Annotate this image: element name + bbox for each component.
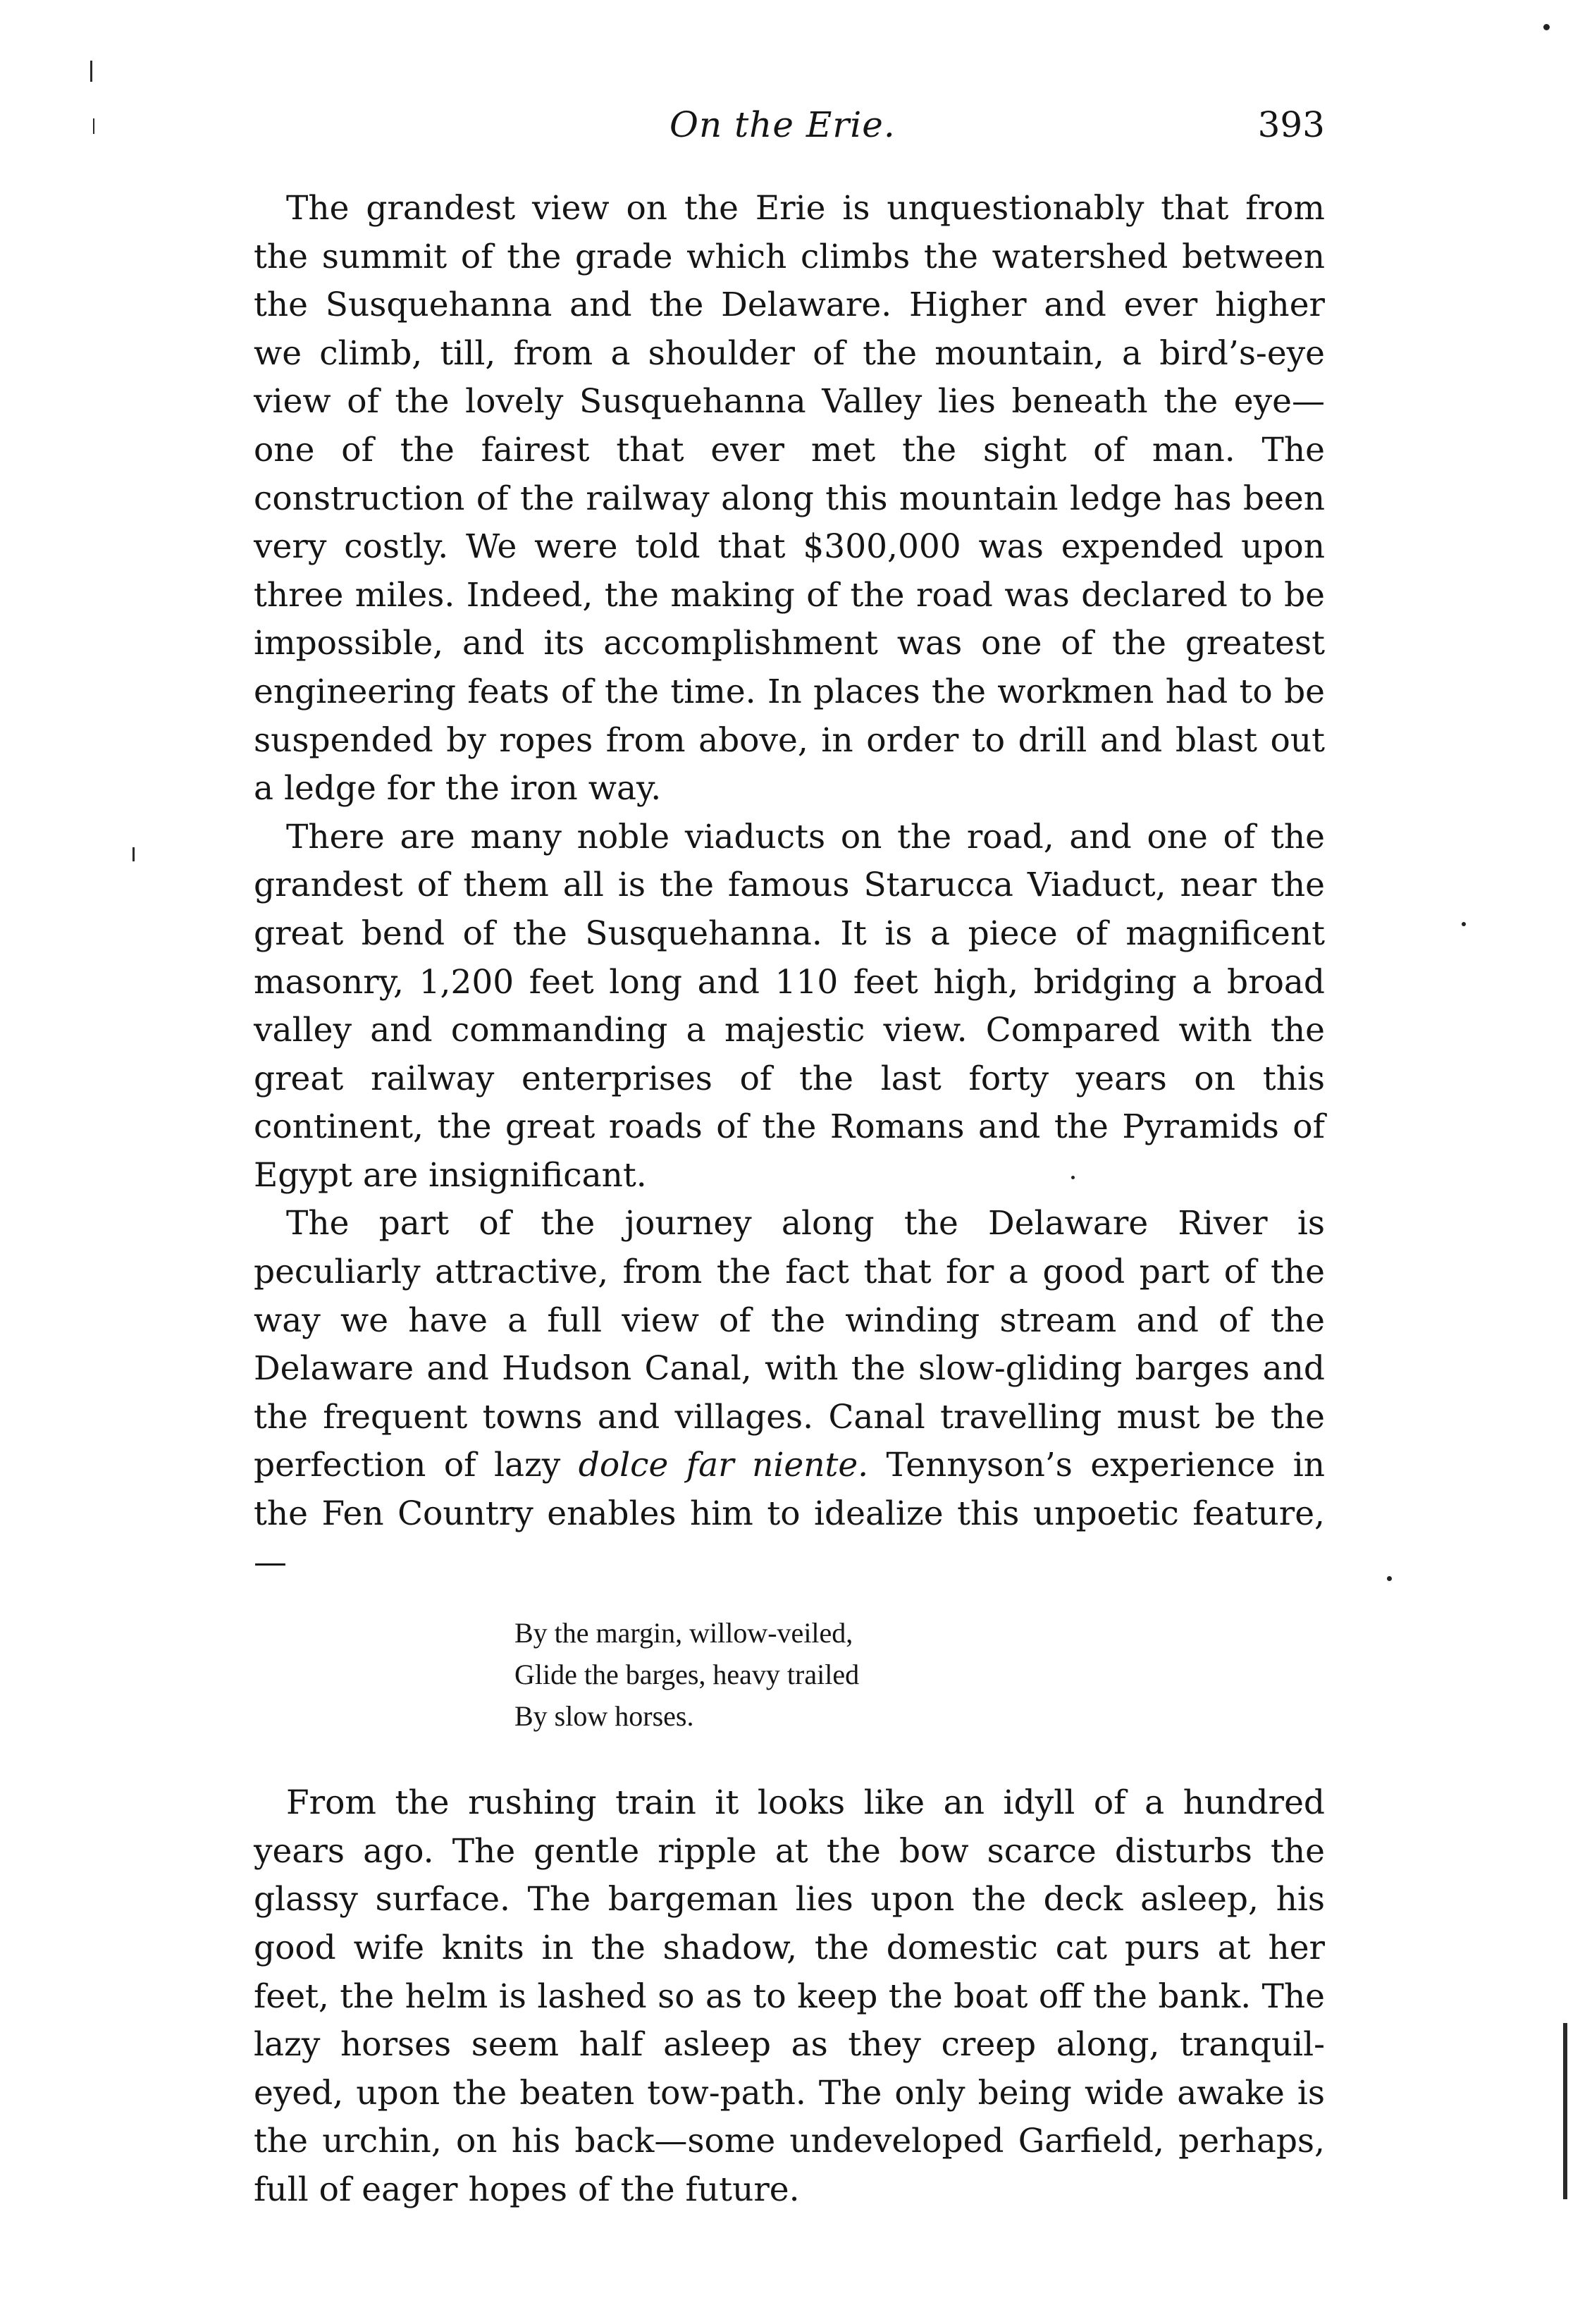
body-text: [254, 185, 1325, 2215]
scan-edge-mark: [90, 61, 92, 82]
paragraph-delaware-river: [254, 1200, 1325, 1587]
verse-quotation: [254, 1587, 1325, 1779]
verse-line: By the margin, willow-veiled,: [514, 1617, 853, 1649]
page-number: 393: [1257, 104, 1325, 145]
scan-speck: [1387, 1576, 1392, 1581]
running-head-title: On the Erie.: [669, 104, 896, 145]
verse-line: By slow horses.: [514, 1700, 694, 1733]
scan-edge-mark: [1563, 2023, 1567, 2199]
scan-speck: [1543, 24, 1550, 30]
paragraph-delaware-text-before: The part of the journey along the Delaware River is peculiarly attractive, from the fact that for a good part of the way we have a full view of the winding stream and of the Delaware and Hudson Canal, with the slow-gliding barges and the frequent towns and villages. Canal travelling must be the perfection of lazy: [254, 1204, 1325, 1485]
scan-edge-mark: [132, 847, 135, 861]
paragraph-rushing-train: From the rushing train it looks like an idyll of a hundred years ago. The gentle ripple at the bow scarce disturbs the glassy surface. The bargeman lies upon the deck asleep, his good wife knits in the shadow, the domestic cat purs at her feet, the helm is lashed so as to keep the boat off the bank. The lazy horses seem half asleep as they creep along, tranquil-eyed, upon the beaten tow-path. The only being wide awake is the urchin, on his back—some undeveloped Garfield, perhaps, full of eager hopes of the future.: [254, 1783, 1325, 2209]
verse-line: Glide the barges, heavy trailed: [514, 1659, 860, 1691]
running-head: [254, 104, 1325, 154]
italic-dolce-far-niente: dolce far niente.: [578, 1446, 869, 1485]
scan-edge-mark: [93, 118, 94, 134]
paragraph-delaware-text-after: Tennyson’s experience in the Fen Country enables him to idealize this unpoetic feature,—: [254, 1446, 1326, 1582]
paragraph-erie-view: The grandest view on the Erie is unquestionably that from the summit of the grade which climbs the watershed between the Susquehanna and the Delaware. Higher and ever higher we climb, till, from a shoulder of the mountain, a bird’s-eye view of the lovely Susquehanna Valley lies beneath the eye—one of the fairest that ever met the sight of man. The construction of the railway along this mountain ledge has been very costly. We were told that $300,000 was expended upon three miles. Indeed, the making of the road was declared to be impossible, and its accomplishment was one of the greatest engineering feats of the time. In places the workmen had to be suspended by ropes from above, in order to drill and blast out a ledge for the iron way.: [254, 189, 1325, 809]
scan-speck: [1071, 1176, 1075, 1179]
paragraph-starucca-viaduct: There are many noble viaducts on the road, and one of the grandest of them all is the famous Starucca Viaduct, near the great bend of the Susquehanna. It is a piece of magnificent masonry, 1,200 feet long and 110 feet high, bridging a broad valley and commanding a majestic view. Compared with the great railway enterprises of the last forty years on this continent, the great roads of the Romans and the Pyramids of Egypt are insignificant.: [254, 817, 1325, 1195]
scan-speck: [1462, 922, 1466, 926]
